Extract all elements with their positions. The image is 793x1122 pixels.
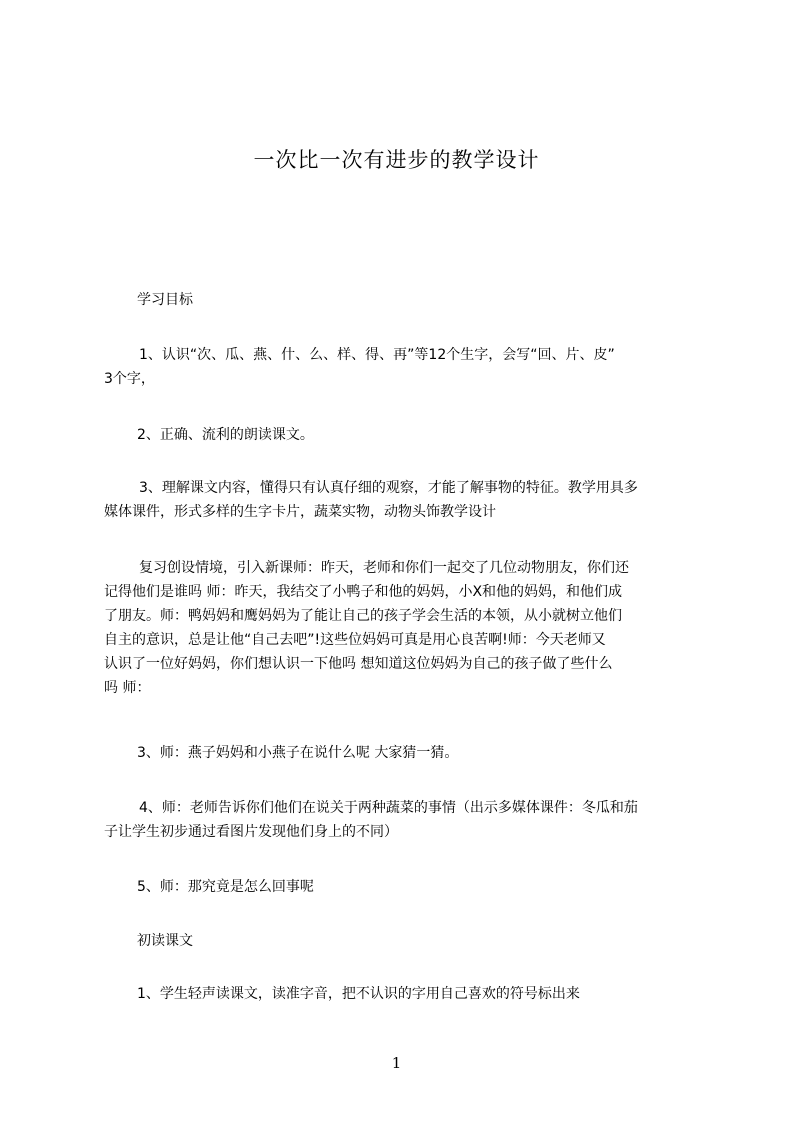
text-line: 5、师：那究竟是怎么回事呢 xyxy=(137,879,314,895)
text-line: 吗 师： xyxy=(104,680,151,696)
paragraph-reading-step-1 xyxy=(104,982,710,1006)
text-line: 自主的意识，总是让他“自己去吧”!这些位妈妈可真是用心良苦啊!师：今天老师又 xyxy=(104,632,606,648)
paragraph-goal-3 xyxy=(104,476,710,524)
text-line: 3、师：燕子妈妈和小燕子在说什么呢 大家猜一猜。 xyxy=(137,745,459,761)
page-number: 1 xyxy=(391,1054,402,1072)
text-line: 4、师：老师告诉你们他们在说关于两种蔬菜的事情（出示多媒体课件：冬瓜和茄 xyxy=(139,800,638,816)
text-line: 学习目标 xyxy=(137,292,193,308)
text-line: 初读课文 xyxy=(137,933,193,949)
text-line: 了朋友。师：鸭妈妈和鹰妈妈为了能让自己的孩子学会生活的本领，从小就树立他们 xyxy=(104,608,622,624)
paragraph-goal-1 xyxy=(104,343,710,391)
text-line: 复习创设情境，引入新课师：昨天，老师和你们一起交了几位动物朋友，你们还 xyxy=(139,560,629,576)
paragraph-step-4 xyxy=(104,796,710,844)
paragraph-first-reading xyxy=(104,929,710,953)
text-line: 3个字， xyxy=(104,371,155,387)
text-line: 媒体课件，形式多样的生字卡片，蔬菜实物，动物头饰教学设计 xyxy=(104,504,496,520)
paragraph-goal-2 xyxy=(104,423,710,447)
paragraph-learning-goals xyxy=(104,288,710,312)
text-line: 子让学生初步通过看图片发现他们身上的不同） xyxy=(104,824,398,840)
paragraph-step-3 xyxy=(104,741,710,765)
text-line: 3、理解课文内容，懂得只有认真仔细的观察，才能了解事物的特征。教学用具多 xyxy=(139,480,638,496)
text-line: 1、认识“次、瓜、燕、什、么、样、得、再”等12个生字，会写“回、片、皮” xyxy=(139,347,615,363)
text-line: 认识了一位好妈妈，你们想认识一下他吗 想知道这位妈妈为自己的孩子做了些什么 xyxy=(104,656,613,672)
text-line: 记得他们是谁吗 师：昨天，我结交了小鸭子和他的妈妈，小X和他的妈妈，和他们成 xyxy=(104,584,623,600)
paragraph-step-5 xyxy=(104,875,710,899)
text-line: 1、学生轻声读课文，读准字音，把不认识的字用自己喜欢的符号标出来 xyxy=(137,986,580,1002)
document-title: 一次比一次有进步的教学设计 xyxy=(253,148,540,172)
text-line: 2、正确、流利的朗读课文。 xyxy=(137,427,314,443)
paragraph-review-intro xyxy=(104,556,710,700)
